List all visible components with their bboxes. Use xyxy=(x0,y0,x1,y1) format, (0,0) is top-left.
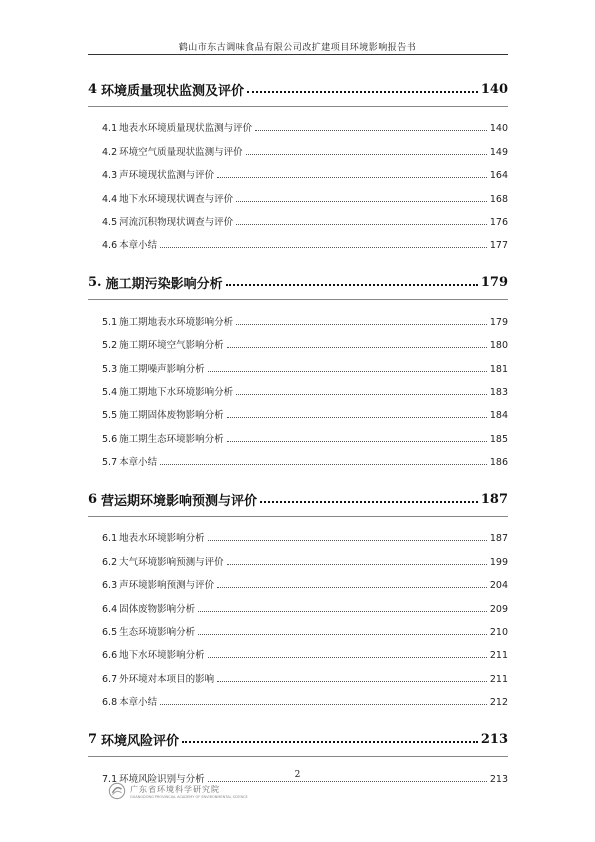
section-title: 大气环境影响预测与评价 xyxy=(119,556,224,568)
dot-leader xyxy=(247,91,478,93)
section-number: 5.5 xyxy=(102,410,118,422)
dot-leader xyxy=(217,177,487,178)
section-number: 4.4 xyxy=(102,193,118,205)
section-page: 168 xyxy=(489,193,508,205)
section-page: 213 xyxy=(489,773,508,785)
dot-leader xyxy=(236,224,487,225)
toc-chapter-4[interactable] xyxy=(88,72,508,107)
section-page: 185 xyxy=(489,433,508,445)
section-page: 183 xyxy=(489,386,508,398)
toc-section-5-1[interactable] xyxy=(88,308,508,331)
section-page: 211 xyxy=(489,650,508,662)
chapter-page: 187 xyxy=(480,491,508,507)
chapter-gap xyxy=(88,712,508,722)
toc-section-6-2[interactable] xyxy=(88,548,508,571)
section-page: 181 xyxy=(489,363,508,375)
dot-leader xyxy=(198,634,487,635)
header-title: 鹤山市东古调味食品有限公司改扩建项目环境影响报告书 xyxy=(178,43,417,53)
section-title: 环境空气质量现状监测与评价 xyxy=(119,146,243,158)
toc-section-4-4[interactable] xyxy=(88,185,508,208)
section-title: 外环境对本项目的影响 xyxy=(119,673,215,685)
dot-leader xyxy=(226,284,478,286)
dot-leader xyxy=(208,540,487,541)
section-number: 4.3 xyxy=(102,170,118,182)
chapter-number: 4 xyxy=(88,81,98,97)
section-page: 211 xyxy=(489,673,508,685)
toc-section-5-5[interactable] xyxy=(88,402,508,425)
chapter-title: 营运期环境影响预测与评价 xyxy=(101,493,258,509)
chapter-title: 施工期污染影响分析 xyxy=(105,276,223,292)
section-number: 4.6 xyxy=(102,240,118,252)
dot-leader xyxy=(246,154,487,155)
section-number: 5.1 xyxy=(102,316,118,328)
toc-section-4-5[interactable] xyxy=(88,209,508,232)
section-title: 声环境影响预测与评价 xyxy=(119,580,215,592)
toc-section-6-7[interactable] xyxy=(88,665,508,688)
chapter-gap xyxy=(88,255,508,265)
page-number: 2 xyxy=(294,770,301,780)
dot-leader xyxy=(227,564,487,565)
section-number: 6.6 xyxy=(102,650,118,662)
dot-leader xyxy=(182,741,478,743)
section-title: 生态环境影响分析 xyxy=(119,627,196,639)
dot-leader xyxy=(236,394,487,395)
toc-section-5-4[interactable] xyxy=(88,379,508,402)
dot-leader xyxy=(227,417,487,418)
section-title: 地下水环境现状调查与评价 xyxy=(119,193,234,205)
dot-leader xyxy=(227,347,487,348)
section-page: 164 xyxy=(489,170,508,182)
section-page: 186 xyxy=(489,457,508,469)
chapter-number: 5. xyxy=(88,274,102,290)
section-number: 4.1 xyxy=(102,123,118,135)
section-page: 187 xyxy=(489,533,508,545)
toc-section-4-1[interactable] xyxy=(88,115,508,138)
section-title: 声环境现状监测与评价 xyxy=(119,170,215,182)
section-title: 地表水环境影响分析 xyxy=(119,533,205,545)
toc-section-5-3[interactable] xyxy=(88,355,508,378)
section-title: 地表水环境质量现状监测与评价 xyxy=(119,123,253,135)
toc-chapter-7[interactable] xyxy=(88,722,508,757)
dot-leader xyxy=(260,501,478,503)
section-number: 5.3 xyxy=(102,363,118,375)
section-page: 209 xyxy=(489,603,508,615)
dot-leader xyxy=(208,781,487,782)
dot-leader xyxy=(236,324,487,325)
dot-leader xyxy=(160,464,487,465)
section-page: 180 xyxy=(489,340,508,352)
section-number: 5.6 xyxy=(102,433,118,445)
org-logo-icon xyxy=(108,782,126,800)
section-title: 施工期地下水环境影响分析 xyxy=(119,386,234,398)
section-number: 5.7 xyxy=(102,457,118,469)
section-number: 5.4 xyxy=(102,386,118,398)
section-title: 施工期地表水环境影响分析 xyxy=(119,316,234,328)
section-page: 184 xyxy=(489,410,508,422)
section-title: 固体废物影响分析 xyxy=(119,603,196,615)
dot-leader xyxy=(217,681,487,682)
toc-chapter-6[interactable] xyxy=(88,482,508,517)
chapter-page: 179 xyxy=(480,274,508,290)
chapter-title: 环境质量现状监测及评价 xyxy=(101,83,245,99)
toc-chapter-5[interactable] xyxy=(88,265,508,300)
dot-leader xyxy=(208,657,487,658)
section-title: 地下水环境影响分析 xyxy=(119,650,205,662)
section-page: 210 xyxy=(489,627,508,639)
chapter-gap xyxy=(88,472,508,482)
table-of-contents xyxy=(88,72,508,799)
chapter-page: 140 xyxy=(480,81,508,97)
section-title: 本章小结 xyxy=(119,240,158,252)
org-name: 广东省环境科学研究院 xyxy=(130,784,220,794)
section-number: 6.8 xyxy=(102,697,118,709)
section-number: 6.4 xyxy=(102,603,118,615)
section-page: 177 xyxy=(489,240,508,252)
section-number: 6.7 xyxy=(102,673,118,685)
header-rule xyxy=(88,54,508,55)
section-title: 本章小结 xyxy=(119,697,158,709)
section-title: 施工期噪声影响分析 xyxy=(119,363,205,375)
toc-section-5-6[interactable] xyxy=(88,425,508,448)
section-title: 本章小结 xyxy=(119,457,158,469)
section-title: 施工期固体废物影响分析 xyxy=(119,410,224,422)
toc-section-4-6[interactable] xyxy=(88,232,508,255)
section-title: 施工期生态环境影响分析 xyxy=(119,433,224,445)
toc-section-6-1[interactable] xyxy=(88,525,508,548)
section-title: 河流沉积物现状调查与评价 xyxy=(119,216,234,228)
toc-section-6-6[interactable] xyxy=(88,642,508,665)
dot-leader xyxy=(160,247,487,248)
section-number: 7.1 xyxy=(102,773,118,785)
dot-leader xyxy=(160,704,487,705)
org-logo xyxy=(108,782,248,800)
section-page: 149 xyxy=(489,146,508,158)
chapter-number: 7 xyxy=(88,731,98,747)
toc-section-4-3[interactable] xyxy=(88,162,508,185)
section-number: 6.5 xyxy=(102,627,118,639)
toc-section-6-3[interactable] xyxy=(88,572,508,595)
section-number: 5.2 xyxy=(102,340,118,352)
section-page: 212 xyxy=(489,697,508,709)
section-number: 6.2 xyxy=(102,556,118,568)
chapter-number: 6 xyxy=(88,491,98,507)
dot-leader xyxy=(198,611,487,612)
toc-section-5-2[interactable] xyxy=(88,332,508,355)
toc-section-6-5[interactable] xyxy=(88,619,508,642)
toc-section-6-4[interactable] xyxy=(88,595,508,618)
dot-leader xyxy=(236,201,487,202)
section-page: 204 xyxy=(489,580,508,592)
section-number: 6.3 xyxy=(102,580,118,592)
dot-leader xyxy=(208,371,487,372)
dot-leader xyxy=(217,587,487,588)
section-page: 176 xyxy=(489,216,508,228)
dot-leader xyxy=(227,441,487,442)
section-page: 140 xyxy=(489,123,508,135)
toc-section-6-8[interactable] xyxy=(88,689,508,712)
section-page: 199 xyxy=(489,556,508,568)
section-number: 6.1 xyxy=(102,533,118,545)
section-page: 179 xyxy=(489,316,508,328)
section-number: 4.5 xyxy=(102,216,118,228)
org-name-en: GUANGDONG PROVINCIAL ACADEMY OF ENVIRONMENTAL SCIENCE xyxy=(130,794,248,799)
chapter-title: 环境风险评价 xyxy=(101,733,180,749)
section-title: 环境风险识别与分析 xyxy=(119,773,205,785)
section-title: 施工期环境空气影响分析 xyxy=(119,340,224,352)
toc-section-5-7[interactable] xyxy=(88,449,508,472)
toc-section-4-2[interactable] xyxy=(88,138,508,161)
section-number: 4.2 xyxy=(102,146,118,158)
chapter-page: 213 xyxy=(480,731,508,747)
dot-leader xyxy=(255,130,487,131)
